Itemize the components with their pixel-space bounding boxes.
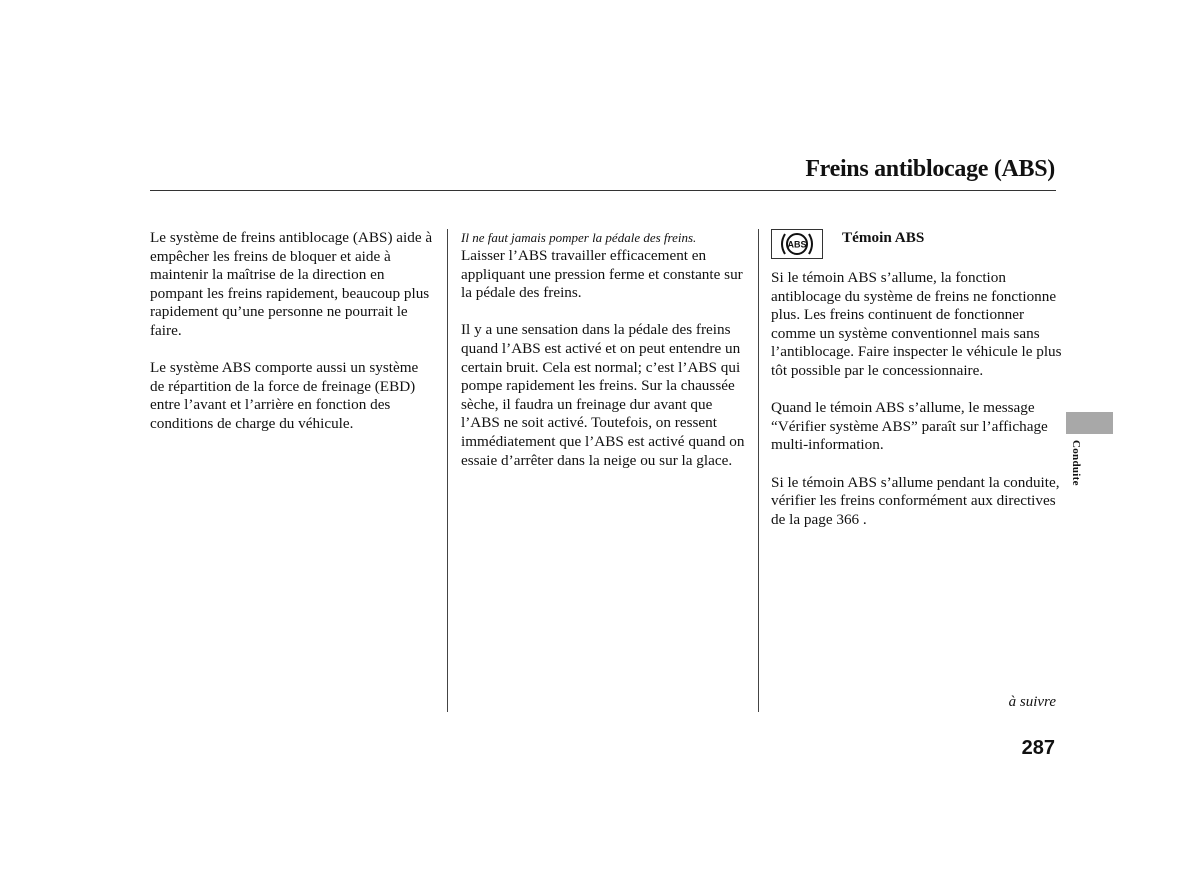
continued-label: à suivre [1008, 694, 1056, 710]
column-divider-2 [758, 229, 759, 712]
col3-paragraph-2: Quand le témoin ABS s’allume, le message “Vérifier système ABS” paraît sur l’affichage multi-information. [771, 399, 1048, 454]
abs-indicator-row [771, 229, 1063, 269]
column-2 [461, 229, 751, 489]
abs-indicator-box [771, 229, 823, 259]
page-number: 287 [1021, 737, 1055, 759]
column-3 [771, 229, 1063, 548]
abs-warning-icon [777, 231, 817, 257]
italic-note: Il ne faut jamais pomper la pédale des freins. [461, 230, 697, 245]
abs-heading: Témoin ABS [842, 229, 925, 246]
col3-paragraph-3: Si le témoin ABS s’allume pendant la conduite, vérifier les freins conformément aux directives de la page 366 . [771, 473, 1060, 528]
abs-icon-label: ABS [787, 239, 807, 250]
section-label: Conduite [1070, 440, 1082, 486]
col2-paragraph-1: Laisser l’ABS travailler efficacement en appliquant une pression ferme et constante sur la pédale des freins. [461, 247, 743, 302]
col2-paragraph-2: Il y a une sensation dans la pédale des freins quand l’ABS est activé et on peut entendre un certain bruit. Cela est normal; c’est l’ABS qui pompe rapidement les freins. Sur la chaussée sèche, il faudra un freinage dur avant que l’ABS ne soit activé. Toutefois, on ressent immédiatement que l’ABS est activé quand on essaie d’arrêter dans la neige ou sur la glace. [461, 321, 745, 469]
title-rule [150, 190, 1056, 191]
column-divider-1 [447, 229, 448, 712]
column-1 [150, 229, 435, 452]
col1-paragraph-1: Le système de freins antiblocage (ABS) aide à empêcher les freins de bloquer et aide à maintenir la maîtrise de la direction en pompant les freins rapidement, beaucoup plus rapidement qu’une personne ne pourrait le faire. [150, 229, 433, 339]
page-title: Freins antiblocage (ABS) [805, 156, 1055, 182]
section-tab [1066, 412, 1113, 434]
col1-paragraph-2: Le système ABS comporte aussi un système de répartition de la force de freinage (EBD) entre l’avant et l’arrière en fonction des conditions de charge du véhicule. [150, 359, 419, 432]
col3-paragraph-1: Si le témoin ABS s’allume, la fonction antiblocage du système de freins ne fonctionne plus. Les freins continuent de fonctionner comme un système conventionnel mais sans l’antiblocage. Faire inspecter le véhicule le plus tôt possible par le concessionnaire. [771, 269, 1062, 379]
